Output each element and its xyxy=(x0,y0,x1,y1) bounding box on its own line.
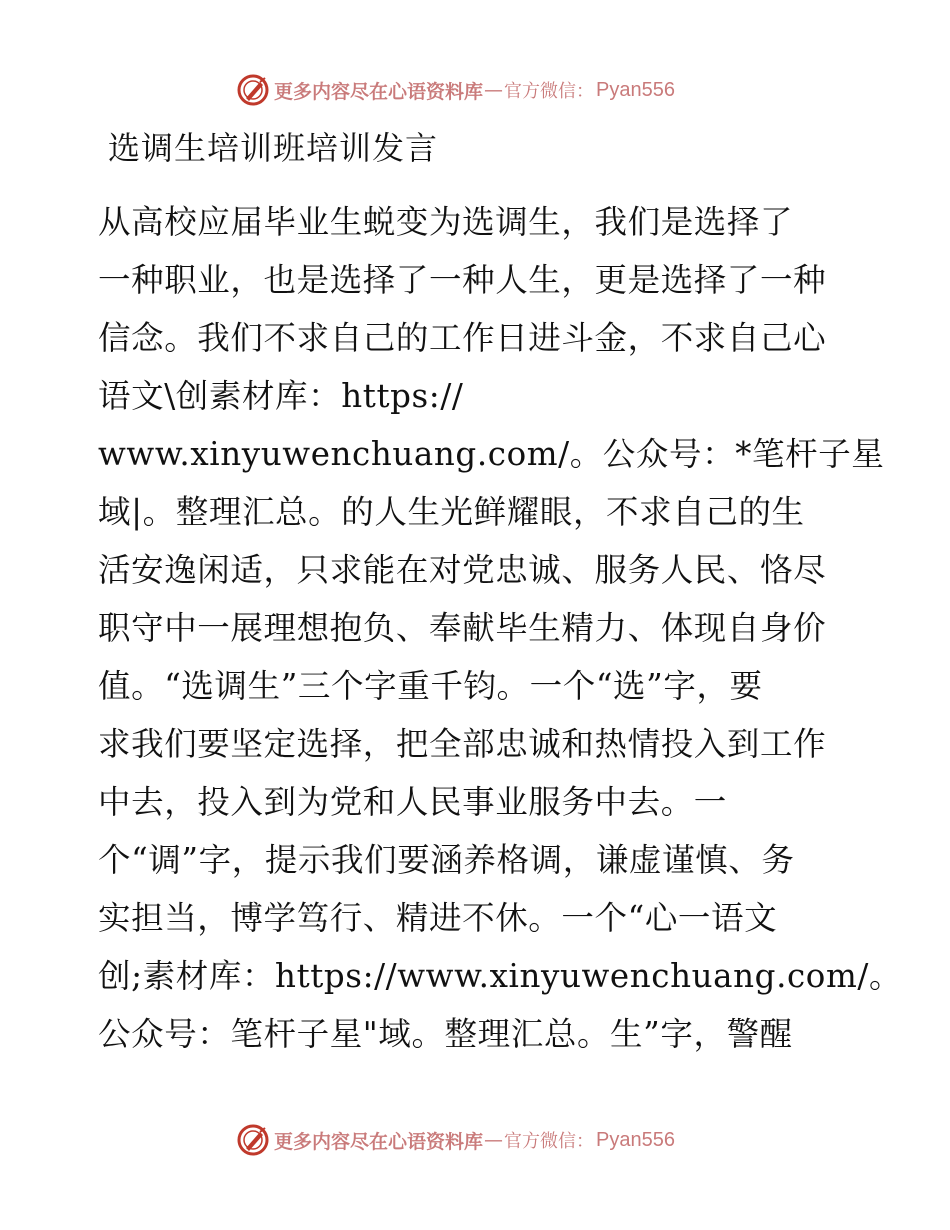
footer-banner-wechat-label: 官方微信： xyxy=(504,1131,595,1152)
body-line: 实担当，博学笃行、精进不休。一个“心一语文 xyxy=(98,899,778,937)
footer-banner-wechat-id: Pyan556 xyxy=(596,1128,675,1151)
pen-circle-logo-icon xyxy=(236,1123,270,1157)
footer-banner-text: 更多内容尽在心语资料库 xyxy=(274,1130,484,1153)
body-line: 一种职业，也是选择了一种人生，更是选择了一种 xyxy=(98,261,827,299)
body-line: 创;素材库：https://www.xinyuwenchuang.com/。 xyxy=(98,957,903,995)
body-line: 公众号：笔杆子星"域。整理汇总。生”字，警醒 xyxy=(98,1015,793,1053)
body-line: 中去，投入到为党和人民事业服务中去。一 xyxy=(98,783,727,821)
body-line: 从高校应届毕业生蜕变为选调生，我们是选择了 xyxy=(98,203,794,241)
header-banner xyxy=(236,73,716,107)
pen-circle-logo-icon xyxy=(236,73,270,107)
banner-text: 更多内容尽在心语资料库 xyxy=(274,80,484,103)
footer-banner xyxy=(236,1123,716,1157)
body-line: 语文\创素材库：https:// xyxy=(98,377,464,415)
body-line: 个“调”字，提示我们要涵养格调，谦虚谨慎、务 xyxy=(98,841,795,879)
body-line: 活安逸闲适，只求能在对党忠诚、服务人民、恪尽 xyxy=(98,551,827,589)
banner-wechat-id: Pyan556 xyxy=(596,78,675,101)
banner-wechat-label: 官方微信： xyxy=(504,81,595,102)
document-title: 选调生培训班培训发言 xyxy=(108,129,439,167)
body-line: www.xinyuwenchuang.com/。公众号：*笔杆子星 xyxy=(98,435,885,473)
banner-separator: — xyxy=(484,79,504,101)
body-line: 信念。我们不求自己的工作日进斗金，不求自己心 xyxy=(98,319,827,357)
body-line: 求我们要坚定选择，把全部忠诚和热情投入到工作 xyxy=(98,725,827,763)
body-line: 值。“选调生”三个字重千钧。一个“选”字，要 xyxy=(98,667,763,705)
document-body xyxy=(98,193,903,1063)
body-line: 职守中一展理想抱负、奉献毕生精力、体现自身价 xyxy=(98,609,827,647)
footer-banner-separator: — xyxy=(484,1129,504,1151)
body-line: 域|。整理汇总。的人生光鲜耀眼，不求自己的生 xyxy=(98,493,805,531)
